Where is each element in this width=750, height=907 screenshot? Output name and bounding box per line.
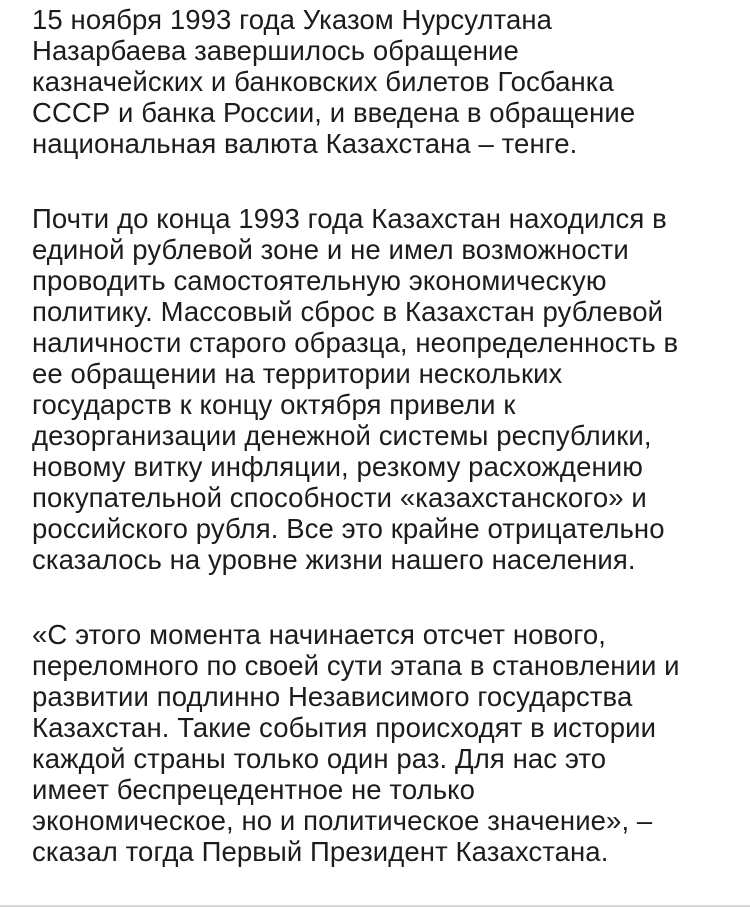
paragraph-president-quote: «С этого момента начинается отсчет нового, переломного по своей сути этапа в становлении и развитии подлинно Независимого государства Казахстан. Такие события происходят в истории каждой страны только один раз. Для нас это имеет беспрецедентное не только экономическое, но и политическое значение», – сказал тогда Первый Президент Казахстана. [32,619,680,867]
article-body [32,4,732,867]
paragraph-tenge-introduction: 15 ноября 1993 года Указом Нурсултана Назарбаева завершилось обращение казначейских и банковских билетов Госбанка СССР и банка России, и введена в обращение национальная валюта Казахстана – тенге. [32,4,636,159]
paragraph-ruble-zone: Почти до конца 1993 года Казахстан находился в единой рублевой зоне и не имел возможности проводить самостоятельную экономическую политику. Массовый сброс в Казахстан рублевой наличности старого образца, неопределенность в ее обращении на территории нескольких государств к концу октября привели к дезорганизации денежной системы республики, новому витку инфляции, резкому расхождению покупательной способности «казахстанского» и российского рубля. Все это крайне отрицательно сказалось на уровне жизни нашего населения. [32,203,679,575]
